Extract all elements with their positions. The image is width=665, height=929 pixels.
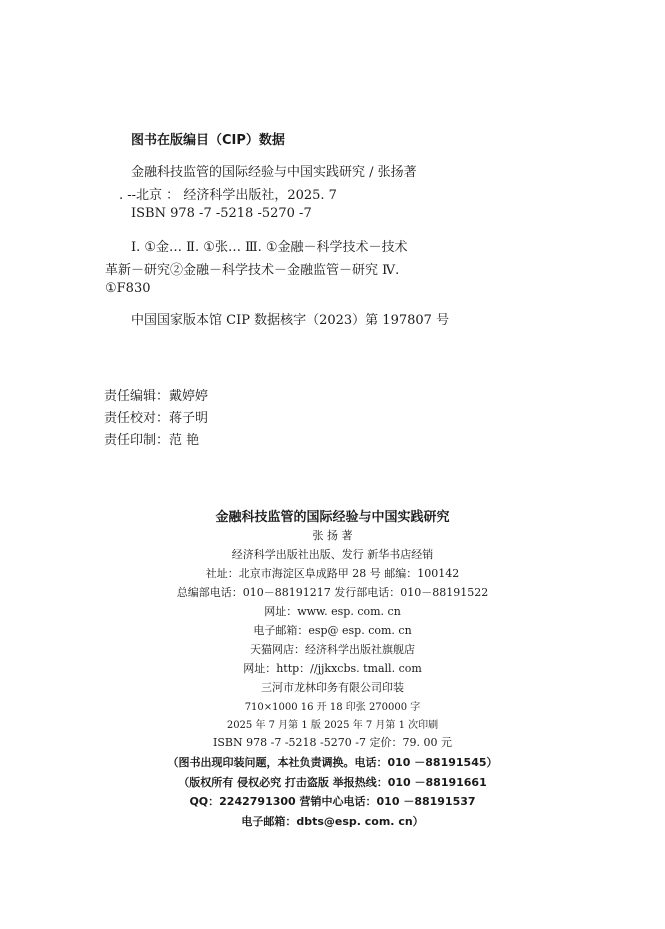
colophon-rights: （版权所有 侵权必究 打击盗版 举报热线：010 －88191661 [178,776,487,789]
cip-number-line: 中国国家版本馆 CIP 数据核字（2023）第 197807 号 [131,313,450,328]
colophon-report-email: 电子邮箱：dbts@esp. com. cn） [241,815,424,828]
colophon-email: 电子邮箱：esp@ esp. com. cn [253,624,412,637]
staff-proofreader: 责任校对：蒋子明 [104,411,209,426]
staff-printing: 责任印制：范 艳 [104,433,200,448]
colophon-author: 张 扬 著 [312,529,353,542]
colophon-printer: 三河市龙林印务有限公司印装 [261,681,404,694]
staff-editor: 责任编辑：戴婷婷 [104,389,209,404]
colophon-publisher: 经济科学出版社出版、发行 新华书店经销 [231,548,434,561]
cip-publish-line: . --北京 ： 经济科学出版社，2025. 7 [119,188,337,203]
colophon-price: ISBN 978 -7 -5218 -5270 -7 定价：79. 00 元 [213,736,452,749]
cip-subject-line-2: 革新－研究②金融－科学技术－金融监管－研究 Ⅳ. [105,263,400,278]
colophon-tmall-url: 网址：http：//jjkxcbs. tmall. com [243,662,422,675]
colophon-format: 710×1000 16 开 18 印张 270000 字 [244,702,421,713]
cip-isbn-line: ISBN 978 -7 -5218 -5270 -7 [131,206,312,221]
cip-heading: 图书在版编目（CIP）数据 [131,133,285,148]
colophon-book-title: 金融科技监管的国际经验与中国实践研究 [215,510,450,525]
colophon-phones: 总编部电话：010－88191217 发行部电话：010－88191522 [176,586,489,599]
colophon-edition: 2025 年 7 月第 1 版 2025 年 7 月第 1 次印刷 [226,720,439,731]
colophon-website: 网址：www. esp. com. cn [264,605,401,618]
colophon-tmall: 天猫网店：经济科学出版社旗舰店 [250,643,415,656]
colophon-notice: （图书出现印装问题，本社负责调换。电话：010 －88191545） [167,756,498,769]
cip-subject-line-3: ①F830 [105,281,151,296]
cip-title-line: 金融科技监管的国际经验与中国实践研究 / 张扬著 [131,165,417,180]
cip-subject-line-1: Ⅰ. ①金… Ⅱ. ①张… Ⅲ. ①金融－科学技术－技术 [131,240,408,255]
colophon-address: 社址：北京市海淀区阜成路甲 28 号 邮编：100142 [205,567,460,580]
colophon-qq: QQ：2242791300 营销中心电话：010 －88191537 [189,795,476,808]
